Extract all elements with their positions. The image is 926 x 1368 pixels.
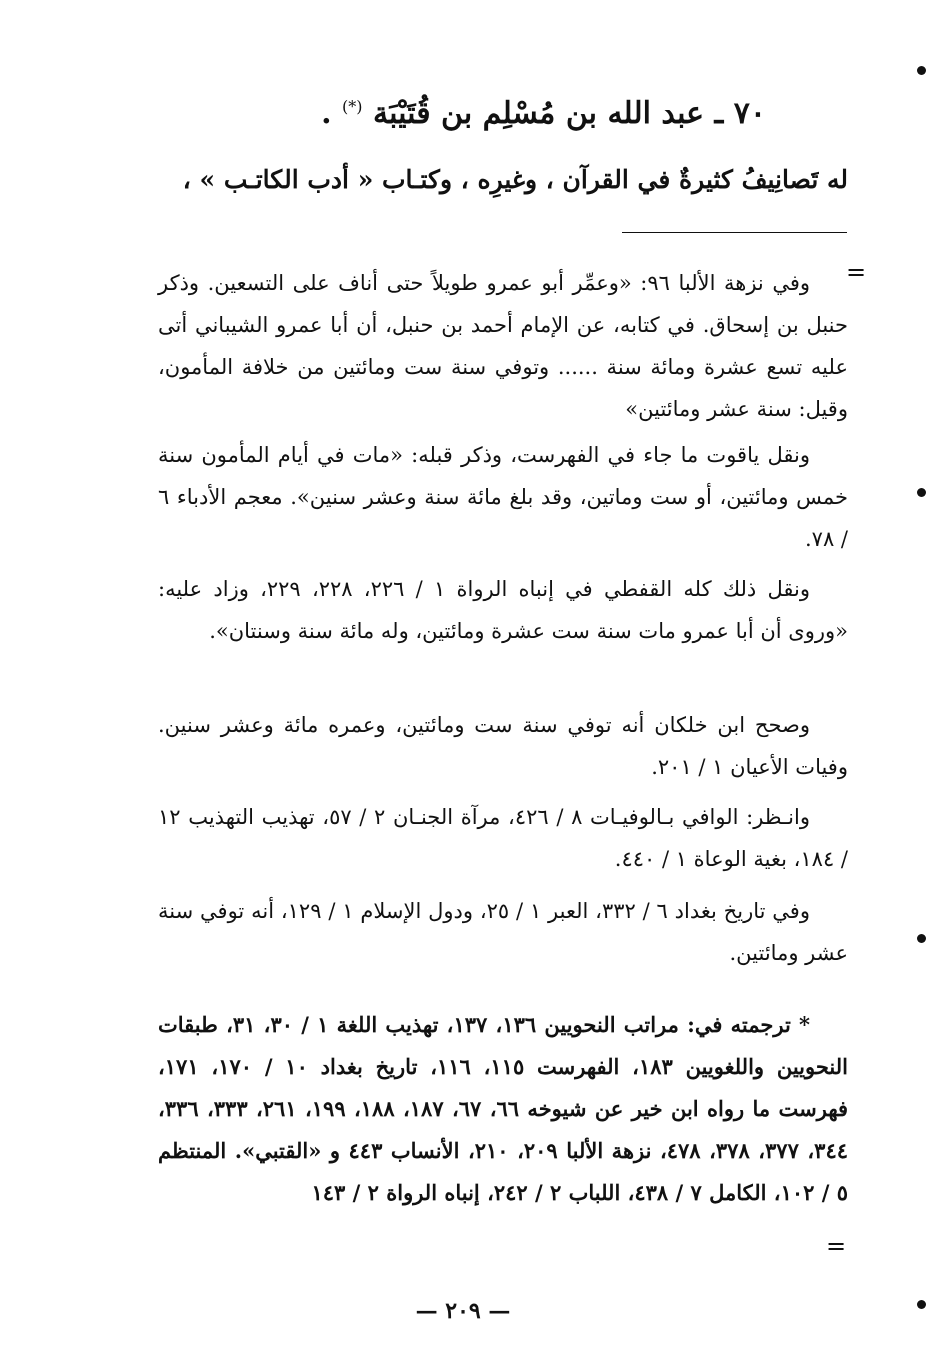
footnote-paragraph xyxy=(158,890,848,974)
scan-edge-mark xyxy=(917,66,926,75)
author-bibliography-text: * ترجمته في: مراتب النحويين ١٣٦، ١٣٧، تهذيب اللغة ١ / ٣٠، ٣١، طبقات النحويين واللغويين ١٨٣، الفهرست ١١٥، ١١٦، تاريخ بغداد ١٠ / ١٧٠، ١٧١، فهرست ما رواه ابن خير عن شيوخه ٦٦، ٦٧، ١٨٧، ١٨٨، ١٩٩، ٢٦١، ٣٣٣، ٣٣٦، ٣٤٤، ٣٧٧، ٣٧٨، ٤٧٨، نزهة الألبا ٢٠٩، ٢١٠، الأنساب ٤٤٣ و «القتبي». المنتظم ٥ / ١٠٢، الكامل ٧ / ٤٣٨، اللباب ٢ / ٢٤٢، إنباه الرواة ٢ / ١٤٣ xyxy=(158,1012,849,1205)
note-continues-mark: = xyxy=(826,1232,847,1260)
footnote-paragraph xyxy=(158,796,848,880)
scan-edge-mark xyxy=(917,1300,926,1309)
footnote-text: ونقل ذلك كله القفطي في إنباه الرواة ١ / ٢٢٦، ٢٢٨، ٢٢٩، وزاد عليه: «وروى أن أبا عمرو مات سنة ست عشرة ومائتين، وله مائة سنة وسنتان». xyxy=(158,577,848,643)
author-bibliography-note xyxy=(158,1004,848,1214)
scan-edge-mark xyxy=(917,488,926,497)
footnote-text: وفي تاريخ بغداد ٦ / ٣٣٢، العبر ١ / ٢٥، ودول الإسلام ١ / ١٢٩، أنه توفي سنة عشر ومائتين. xyxy=(158,899,848,965)
page-number: — ٢٠٩ — xyxy=(415,1298,511,1324)
scan-edge-mark xyxy=(917,934,926,943)
footnote-paragraph xyxy=(158,434,848,560)
entry-title xyxy=(66,96,766,131)
footnote-text: وفي نزهة الألبا ٩٦: «وعمِّر أبو عمرو طويلاً حتى أناف على التسعين. وذكر حنبل بن إسحاق. في كتابه، عن الإمام أحمد بن حنبل، أن أبا عمرو الشيباني أتى عليه تسع عشرة ومائة سنة ...... وتوفي سنة ست ومائتين من خلافة المأمون، وقيل: سنة عشر ومائتين» xyxy=(158,271,848,421)
footnote-separator xyxy=(622,232,847,233)
footnote-text: وصحح ابن خلكان أنه توفي سنة ست ومائتين، وعمره مائة وعشر سنين. وفيات الأعيان ١ / ٢٠١. xyxy=(158,713,848,779)
footnote-paragraph xyxy=(158,704,848,788)
entry-intro: له تَصانِيفُ كثيرةٌ في القرآن ، وغيرِه ، وكتـاب « أدب الكاتـب » ، xyxy=(182,165,848,194)
footnote-text: ونقل ياقوت ما جاء في الفهرست، وذكر قبله: «مات في أيام المأمون سنة خمس ومائتين، أو ست وماتين، وقد بلغ مائة سنة وعشر سنين». معجم الأدباء ٦ / ٧٨. xyxy=(158,443,848,551)
entry-title-text: ٧٠ ـ عبد الله بن مُسْلِم بن قُتَيْبَة xyxy=(372,96,766,131)
footnote-continuation-mark: = xyxy=(846,258,867,286)
entry-title-end: . xyxy=(321,96,332,131)
footnote-paragraph xyxy=(158,568,848,652)
footnote-paragraph xyxy=(158,262,848,430)
entry-title-note-ref: (*) xyxy=(342,97,363,116)
footnote-text: وانـظر: الوافي بـالوفيـات ٨ / ٤٢٦، مرآة الجنـان ٢ / ٥٧، تهذيب التهذيب ١٢ / ١٨٤، بغية الوعاة ١ / ٤٤٠. xyxy=(158,805,848,871)
